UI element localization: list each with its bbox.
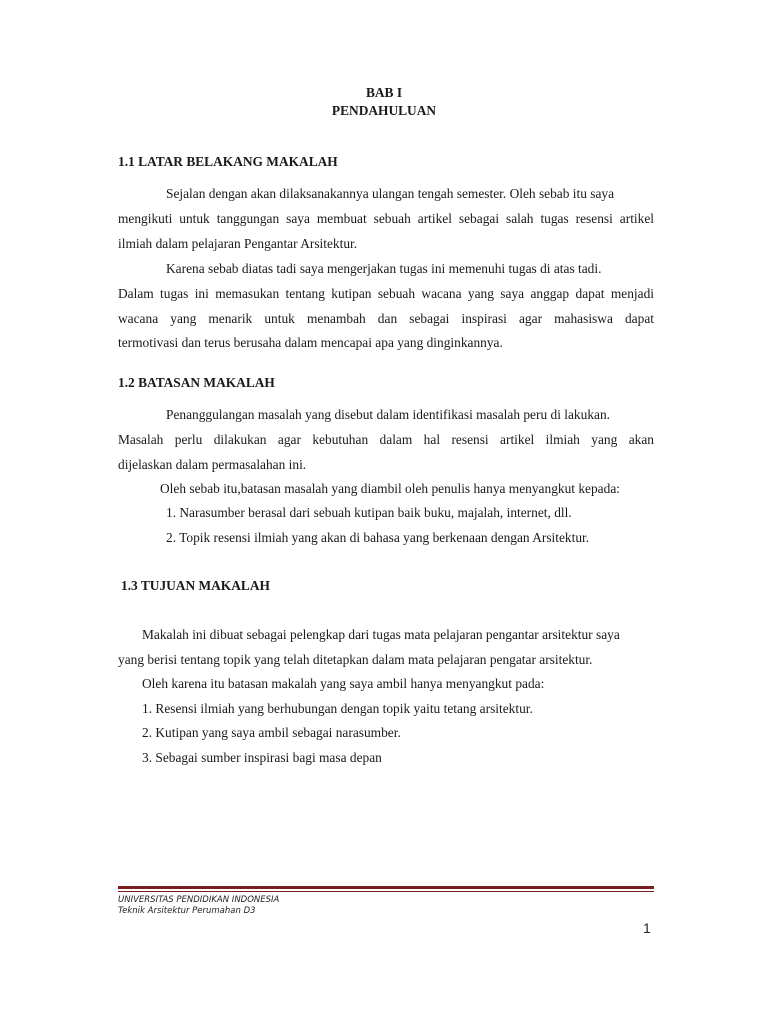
s1-p1-line1: Sejalan dengan akan dilaksanakannya ulangan tengah semester. Oleh sebab itu saya bbox=[166, 186, 615, 201]
footer-rule-thin bbox=[118, 891, 654, 892]
s3-list-item-2: 2. Kutipan yang saya ambil sebagai narasumber. bbox=[142, 725, 401, 740]
page-number: 1 bbox=[643, 920, 651, 936]
s2-p2: Oleh sebab itu,batasan masalah yang diambil oleh penulis hanya menyangkut kepada: bbox=[160, 481, 620, 496]
chapter-title: PENDAHULUAN bbox=[331, 103, 437, 118]
section-3-heading: 1.3 TUJUAN MAKALAH bbox=[121, 578, 270, 593]
s2-p1-line3: dijelaskan dalam permasalahan ini. bbox=[118, 457, 307, 472]
s2-list-item-1: 1. Narasumber berasal dari sebuah kutipan baik buku, majalah, internet, dll. bbox=[166, 505, 572, 520]
s3-p1-line2: yang berisi tentang topik yang telah ditetapkan dalam mata pelajaran pengatar arsitektur. bbox=[118, 652, 593, 667]
s1-p2-line1: Karena sebab diatas tadi saya mengerjakan tugas ini memenuhi tugas di atas tadi. bbox=[166, 261, 602, 276]
s2-list-item-2: 2. Topik resensi ilmiah yang akan di bahasa yang berkenaan dengan Arsitektur. bbox=[166, 530, 590, 545]
section-2-heading: 1.2 BATASAN MAKALAH bbox=[118, 375, 275, 390]
s3-list-item-1: 1. Resensi ilmiah yang berhubungan dengan topik yaitu tetang arsitektur. bbox=[142, 701, 533, 716]
s1-p2-line2: Dalam tugas ini memasukan tentang kutipan sebuah wacana yang saya anggap dapat menjadi bbox=[118, 286, 654, 301]
s2-p1-line1: Penanggulangan masalah yang disebut dalam identifikasi masalah peru di lakukan. bbox=[166, 407, 610, 422]
s1-p2-line4: termotivasi dan terus berusaha dalam mencapai apa yang dinginkannya. bbox=[118, 335, 503, 350]
chapter-label: BAB I bbox=[365, 85, 403, 100]
s3-p2: Oleh karena itu batasan makalah yang saya ambil hanya menyangkut pada: bbox=[142, 676, 545, 691]
section-1-heading: 1.1 LATAR BELAKANG MAKALAH bbox=[118, 154, 338, 169]
s1-p1-line2: mengikuti untuk tanggungan saya membuat sebuah artikel sebagai salah tugas resensi artikel bbox=[118, 211, 654, 226]
s3-list-item-3: 3. Sebagai sumber inspirasi bagi masa depan bbox=[142, 750, 382, 765]
s2-p1-line2: Masalah perlu dilakukan agar kebutuhan dalam hal resensi artikel ilmiah yang akan bbox=[118, 432, 654, 447]
s1-p1-line3: ilmiah dalam pelajaran Pengantar Arsitektur. bbox=[118, 236, 358, 251]
s3-p1-line1: Makalah ini dibuat sebagai pelengkap dari tugas mata pelajaran pengantar arsitektur saya bbox=[142, 627, 620, 642]
footer-rule-thick bbox=[118, 886, 654, 889]
footer-institution: UNIVERSITAS PENDIDIKAN INDONESIA bbox=[118, 895, 280, 905]
footer-program: Teknik Arsitektur Perumahan D3 bbox=[118, 906, 256, 916]
s1-p2-line3: wacana yang menarik untuk menambah dan sebagai inspirasi agar mahasiswa dapat bbox=[118, 311, 654, 326]
